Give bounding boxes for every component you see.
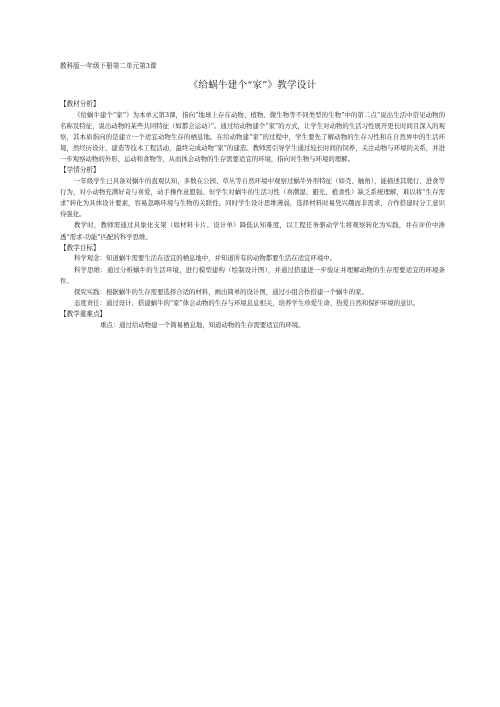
document-title: 《给蜗牛建个“家”》教学设计 [188,80,317,91]
paragraph: 科学思维：通过分析蜗牛的生活环境，进行模型建构（绘制设计图），并通过搭建进一步验证并理解动物的生存需要适宜的环境条件。 [60,265,445,285]
paragraph: 科学观念：知道蜗牛需要生活在适宜的栖息地中，并知道所有的动物都要生活在适宜环境中。 [74,254,337,263]
course-header-line: 教科版一年级下册第二单元第3课 [60,62,157,70]
section-teaching-objectives [60,243,445,309]
paragraph: 教学时，教师需通过具象化支架（如材料卡片、设计单）降低认知难度，以工程任务驱动学生将观察转化为实践，并在评价中渗透“需求-功能”匹配的科学思维。 [60,221,445,241]
paragraph: 探究实践：根据蜗牛的生存需要选择合适的材料，画出简单的设计图，通过小组合作搭建一个蜗牛的家。 [74,287,368,296]
section-textbook-analysis [60,99,445,165]
paragraph: 态度责任：通过设计、搭建蜗牛的“家”体会动物的生存与环境息息相关，培养学生珍爱生命、热爱自然和保护环境的意识。 [74,298,420,307]
document-page [60,62,445,331]
section-learner-analysis [60,165,445,242]
section-key-points [60,309,445,331]
section-heading: 【教学目标】 [60,243,100,252]
section-heading: 【学情分析】 [60,166,100,175]
paragraph: 一年级学生已具备对蜗牛的直观认知，多数在公园、草丛等自然环境中观察过蜗牛外形特征（如壳、触角），能描述其爬行、进食等行为，对小动物充满好奇与喜爱，动手操作意愿强。但学生对蜗牛的生活习性（喜潮湿、避光、植食性）缺乏系统理解，难以将“生存需求”转化为具体设计要素，容易忽略环境与生物的关联性。同时学生设计思维薄弱，选择材料时易凭兴趣而非需求，合作搭建时分工意识待强化。 [60,177,445,219]
section-heading: 【教材分析】 [60,100,100,108]
paragraph: 重点：通过给动物建一个简易栖息地，知道动物的生存需要适宜的环境。 [100,320,305,329]
paragraph: 《给蜗牛建个“家”》为本单元第3课，指向“地球上存在动物、植物、微生物等不同类型的生物”中的第二点“说出生活中常见动物的名称及特征，说出动物的某些共同特征（如都会运动）”。通过给动物建个“家”的方式，让学生对动物的生活习性展开更长时间且深入的观察，其本质指向的是建立一个适宜动物生存的栖息地。在给动物建“家”的过程中，学生要先了解动物的生存习性和在自然界中的生活环境，然经历设计、建造等技术工程活动，最终完成动物“家”的建造。教师需引导学生通过较长时间的饲养，关注动物与环境的关系，并进一步观察动物的外形、运动和食物等，从而体会动物的生存需要适宜的环境，指向对生物与环境的理解。 [60,110,445,164]
section-heading: 【教学重难点】 [60,309,107,318]
